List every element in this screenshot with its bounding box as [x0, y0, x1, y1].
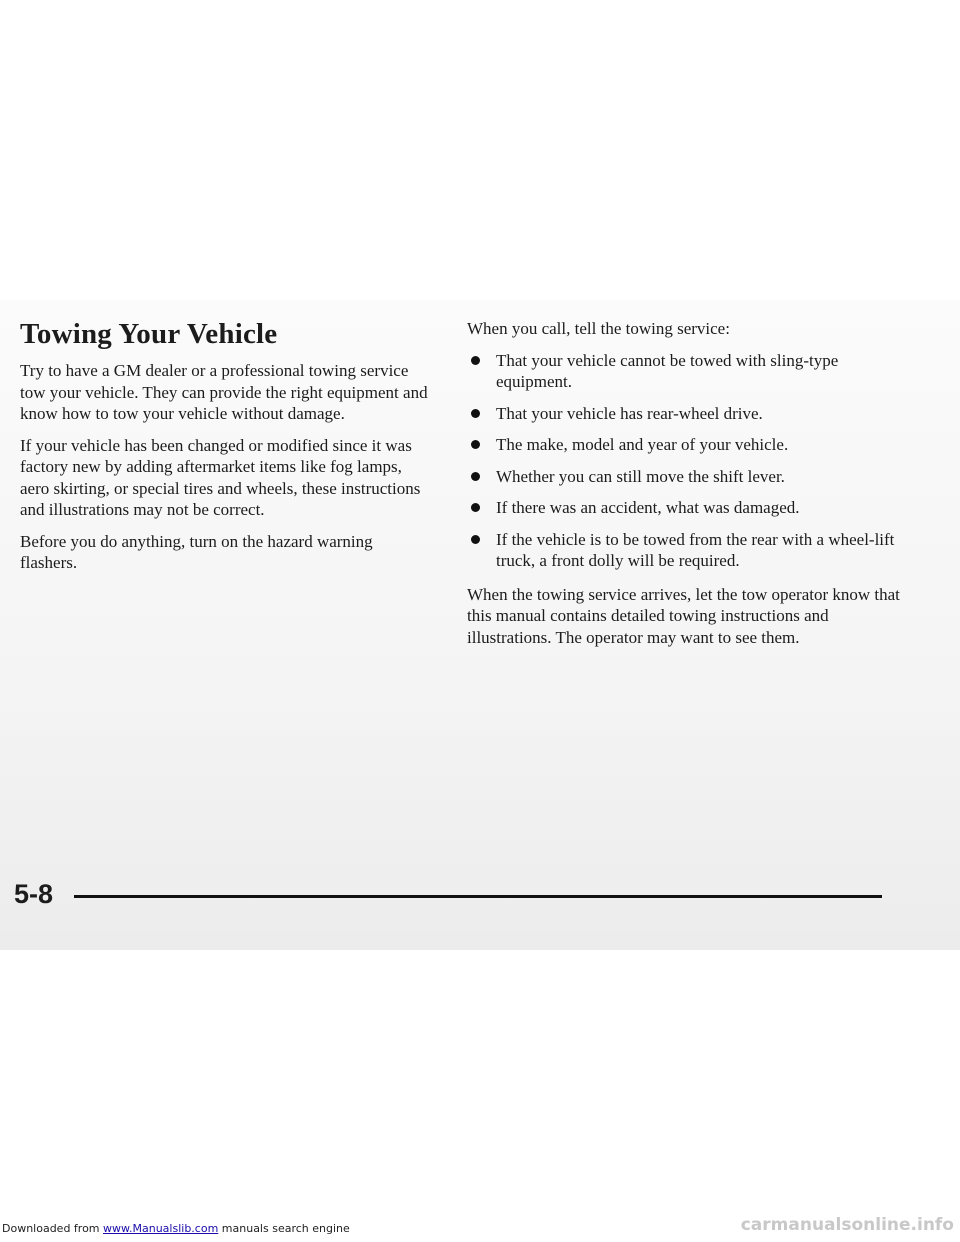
bullet-icon	[471, 356, 480, 365]
section-title: Towing Your Vehicle	[20, 318, 278, 350]
bullet-icon	[471, 503, 480, 512]
bullet-icon	[471, 440, 480, 449]
paragraph-hazard-flashers: Before you do anything, turn on the hazard warning flashers.	[20, 531, 373, 572]
bullet-intro: When you call, tell the towing service:	[467, 319, 730, 338]
left-column	[20, 318, 430, 584]
list-item: The make, model and year of your vehicle.	[467, 434, 907, 456]
right-column	[467, 318, 907, 658]
paragraph-towing-service: Try to have a GM dealer or a professional towing service tow your vehicle. They can provide the right equipment and know how to tow your vehicle without damage.	[20, 361, 428, 423]
manualslib-link[interactable]: www.Manualslib.com	[103, 1222, 219, 1235]
list-item: That your vehicle has rear-wheel drive.	[467, 403, 907, 425]
list-item: If the vehicle is to be towed from the rear with a wheel-lift truck, a front dolly will be required.	[467, 529, 907, 572]
download-banner: Downloaded from www.Manualslib.com manuals search engine	[2, 1222, 350, 1235]
footer-rule	[74, 895, 882, 898]
bullet-icon	[471, 472, 480, 481]
bullet-icon	[471, 535, 480, 544]
paragraph-tow-operator: When the towing service arrives, let the tow operator know that this manual contains detailed towing instructions and illustrations. The operator may want to see them.	[467, 584, 900, 647]
watermark: carmanualsonline.info	[740, 1215, 954, 1235]
bullet-icon	[471, 409, 480, 418]
page-footer	[14, 878, 884, 918]
page-number: 5-8	[14, 879, 54, 909]
bullet-list	[467, 350, 907, 572]
list-item: If there was an accident, what was damaged.	[467, 497, 907, 519]
paragraph-modified-vehicle: If your vehicle has been changed or modified since it was factory new by adding aftermarket items like fog lamps, aero skirting, or special tires and wheels, these instructions and illustrations may not be correct.	[20, 435, 421, 519]
list-item: Whether you can still move the shift lever.	[467, 466, 907, 488]
list-item: That your vehicle cannot be towed with sling-type equipment.	[467, 350, 907, 393]
